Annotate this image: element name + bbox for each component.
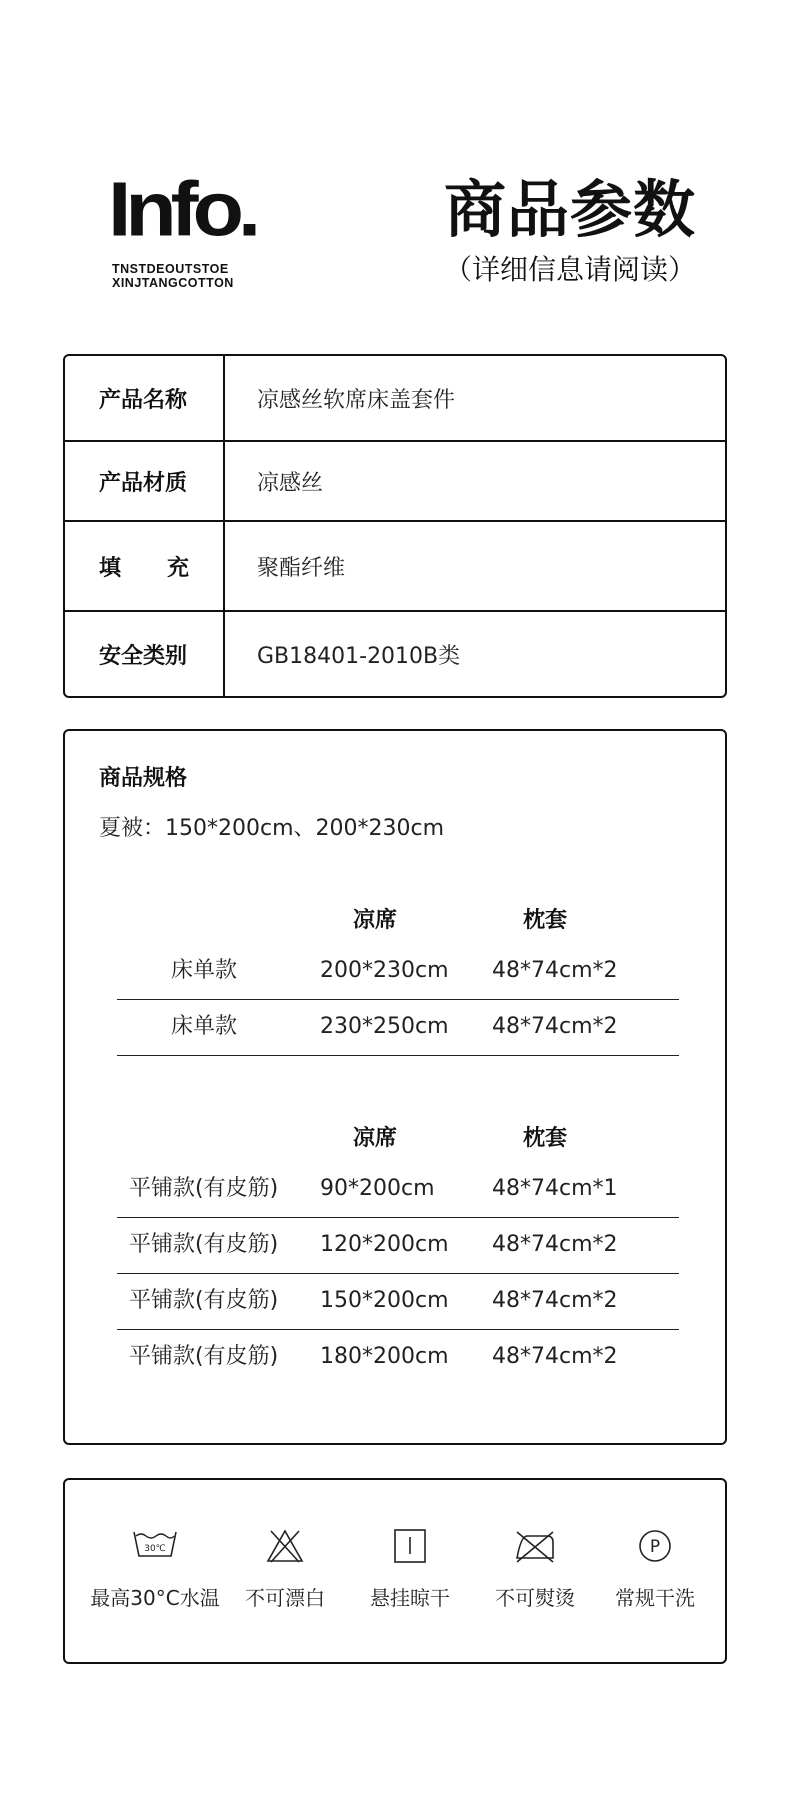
page-title: 商品参数 [443, 173, 696, 246]
logo-line-2: XINJTANGCOTTON [112, 276, 234, 290]
product-params-table [63, 354, 727, 698]
no-iron-icon [513, 1528, 557, 1564]
mat-size-cell: 180*200cm [320, 1344, 449, 1369]
specs-title: 商品规格 [99, 766, 188, 791]
dry-clean-badge: P [649, 1537, 661, 1557]
table-row [117, 1217, 679, 1274]
param-key: 产品名称 [99, 387, 188, 413]
param-row-material [65, 442, 725, 522]
param-value: 凉感丝 [257, 470, 324, 496]
logo-wordmark: Info. [108, 165, 256, 252]
param-key-char: 充 [166, 555, 189, 581]
mat-size-cell: 200*230cm [320, 958, 449, 983]
param-key-char: 填 [99, 555, 122, 581]
summer-quilt-sizes: 夏被：150*200cm、200*230cm [99, 816, 445, 841]
pillow-size-cell: 48*74cm*2 [492, 1014, 618, 1039]
param-row-name [65, 356, 725, 442]
wash-temp-badge: 30℃ [144, 1544, 166, 1554]
param-value: 凉感丝软席床盖套件 [257, 387, 456, 413]
care-item-no-iron [465, 1528, 605, 1628]
pillow-size-cell: 48*74cm*2 [492, 1288, 618, 1313]
page-subtitle: （详细信息请阅读） [443, 253, 696, 286]
header-mat: 凉席 [352, 908, 397, 933]
pillow-size-cell: 48*74cm*2 [492, 1344, 618, 1369]
care-label: 不可漂白 [245, 1586, 325, 1610]
param-key: 安全类别 [99, 643, 188, 669]
table-row [117, 1273, 679, 1330]
param-value: 聚酯纤维 [257, 555, 346, 581]
table-row [117, 1329, 679, 1385]
param-row-safety [65, 612, 725, 696]
care-item-wash [85, 1528, 225, 1628]
care-instructions-panel [63, 1478, 727, 1664]
care-label: 悬挂晾干 [370, 1586, 450, 1610]
table-row [117, 943, 679, 1000]
mat-size-cell: 90*200cm [320, 1176, 435, 1201]
dry-clean-icon [637, 1528, 673, 1564]
care-label: 不可熨烫 [495, 1586, 575, 1610]
product-specs-panel [63, 729, 727, 1445]
param-key: 产品材质 [99, 470, 188, 496]
care-item-hang-dry [340, 1528, 480, 1628]
mat-size-cell: 230*250cm [320, 1014, 449, 1039]
param-row-filling [65, 522, 725, 612]
pillow-size-cell: 48*74cm*2 [492, 1232, 618, 1257]
brand-logo [108, 165, 348, 290]
header-mat: 凉席 [352, 1126, 397, 1151]
care-item-dry-clean [585, 1528, 725, 1628]
pillow-size-cell: 48*74cm*2 [492, 958, 618, 983]
table-row [117, 999, 679, 1056]
header-pillowcase: 枕套 [522, 1126, 567, 1151]
care-item-no-bleach [215, 1528, 355, 1628]
table-row [117, 1161, 679, 1218]
style-cell: 平铺款(有皮筋) [129, 1232, 279, 1257]
mat-size-cell: 150*200cm [320, 1288, 449, 1313]
style-cell: 平铺款(有皮筋) [129, 1176, 279, 1201]
style-cell: 床单款 [170, 958, 237, 983]
no-bleach-icon [265, 1528, 305, 1564]
hang-dry-icon [392, 1528, 428, 1564]
header-pillowcase: 枕套 [522, 908, 567, 933]
pillow-size-cell: 48*74cm*1 [492, 1176, 618, 1201]
care-label: 常规干洗 [615, 1586, 695, 1610]
logo-line-1: TNSTDEOUTSTOE [112, 262, 229, 276]
style-cell: 平铺款(有皮筋) [129, 1288, 279, 1313]
style-cell: 床单款 [170, 1014, 237, 1039]
param-key [99, 551, 189, 582]
wash-30-icon [132, 1528, 178, 1560]
care-label: 最高30°C水温 [90, 1586, 220, 1610]
mat-size-cell: 120*200cm [320, 1232, 449, 1257]
style-cell: 平铺款(有皮筋) [129, 1344, 279, 1369]
param-value: GB18401-2010B类 [257, 643, 461, 669]
